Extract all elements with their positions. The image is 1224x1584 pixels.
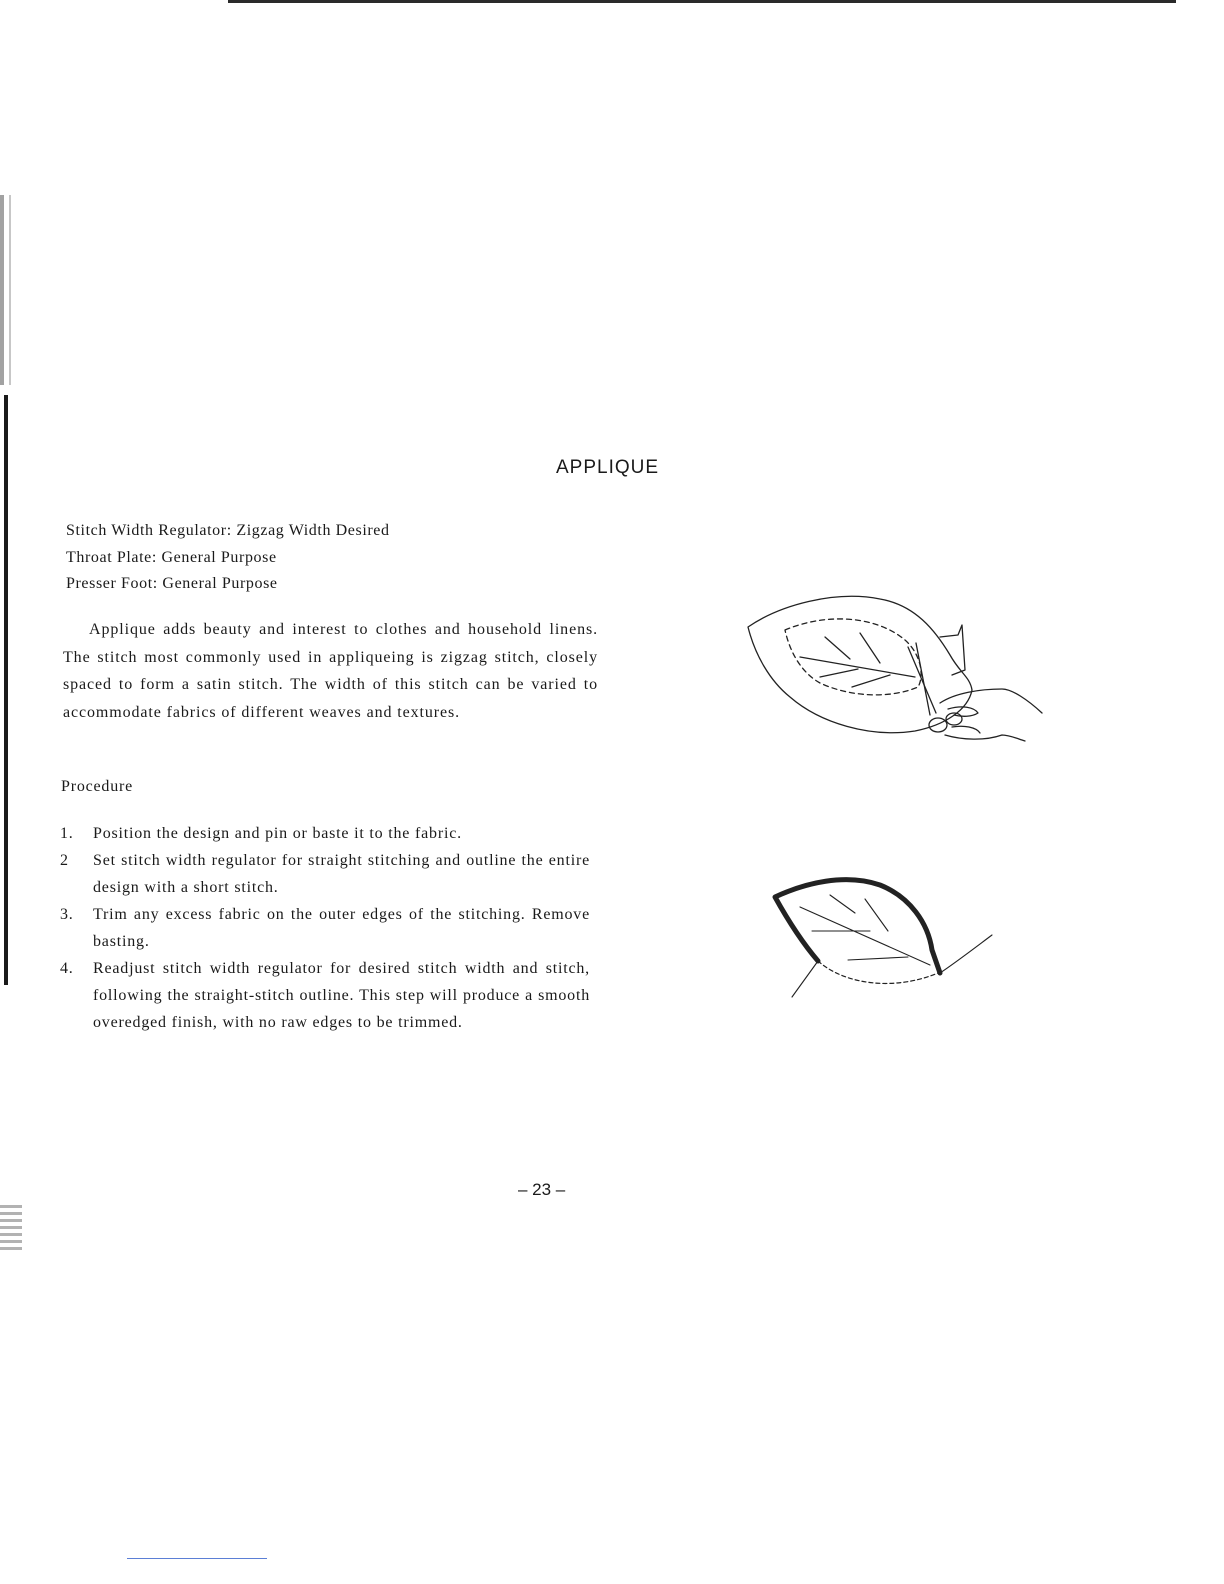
step-number: 1. [60,825,74,842]
procedure-step [60,901,590,955]
page-title: APPLIQUE [556,457,660,478]
scan-left-edge-bar [4,395,8,985]
step-text: Position the design and pin or baste it to the fabric. [93,825,462,842]
scan-top-edge-line [228,0,1176,3]
step-text: Set stitch width regulator for straight stitching and outline the entire design with a short stitch. [93,852,590,896]
setting-label: Throat Plate: [66,548,157,566]
leaf-satin-stitch-illustration [770,865,1000,1005]
setting-value: Zigzag Width Desired [236,522,390,539]
step-text: Readjust stitch width regulator for desired stitch width and stitch, following the straight-stitch outline. This step will produce a smooth overedged finish, with no raw edges to be trimmed. [93,960,590,1031]
setting-label: Presser Foot: [66,575,158,592]
step-number: 3. [60,906,74,923]
setting-stitch-width [66,518,390,545]
scan-left-smudge [0,195,22,385]
intro-paragraph: Applique adds beauty and interest to clothes and household linens. The stitch most commonly used in appliqueing is zigzag stitch, closely spaced to form a satin stitch. The width of this stitch can be varied to accommodate fabrics of different weaves and textures. [63,621,598,721]
setting-throat-plate [66,545,390,572]
procedure-steps [60,820,590,1036]
machine-settings [66,518,390,598]
procedure-step [60,820,590,847]
procedure-step [60,847,590,901]
step-text: Trim any excess fabric on the outer edges of the stitching. Remove basting. [93,906,590,950]
setting-value: General Purpose [162,575,278,592]
page-number: – 23 – [518,1180,566,1199]
procedure-step [60,955,590,1036]
scan-bottom-line [127,1558,267,1559]
setting-presser-foot [66,571,390,598]
setting-label: Stitch Width Regulator: [66,522,232,539]
leaf-trimming-scissors-illustration [740,585,1050,750]
scan-bottom-left-mark [0,1205,22,1253]
procedure-heading: Procedure [61,778,134,795]
step-number: 2 [60,852,69,869]
step-number: 4. [60,960,74,977]
setting-value: General Purpose [161,548,277,566]
